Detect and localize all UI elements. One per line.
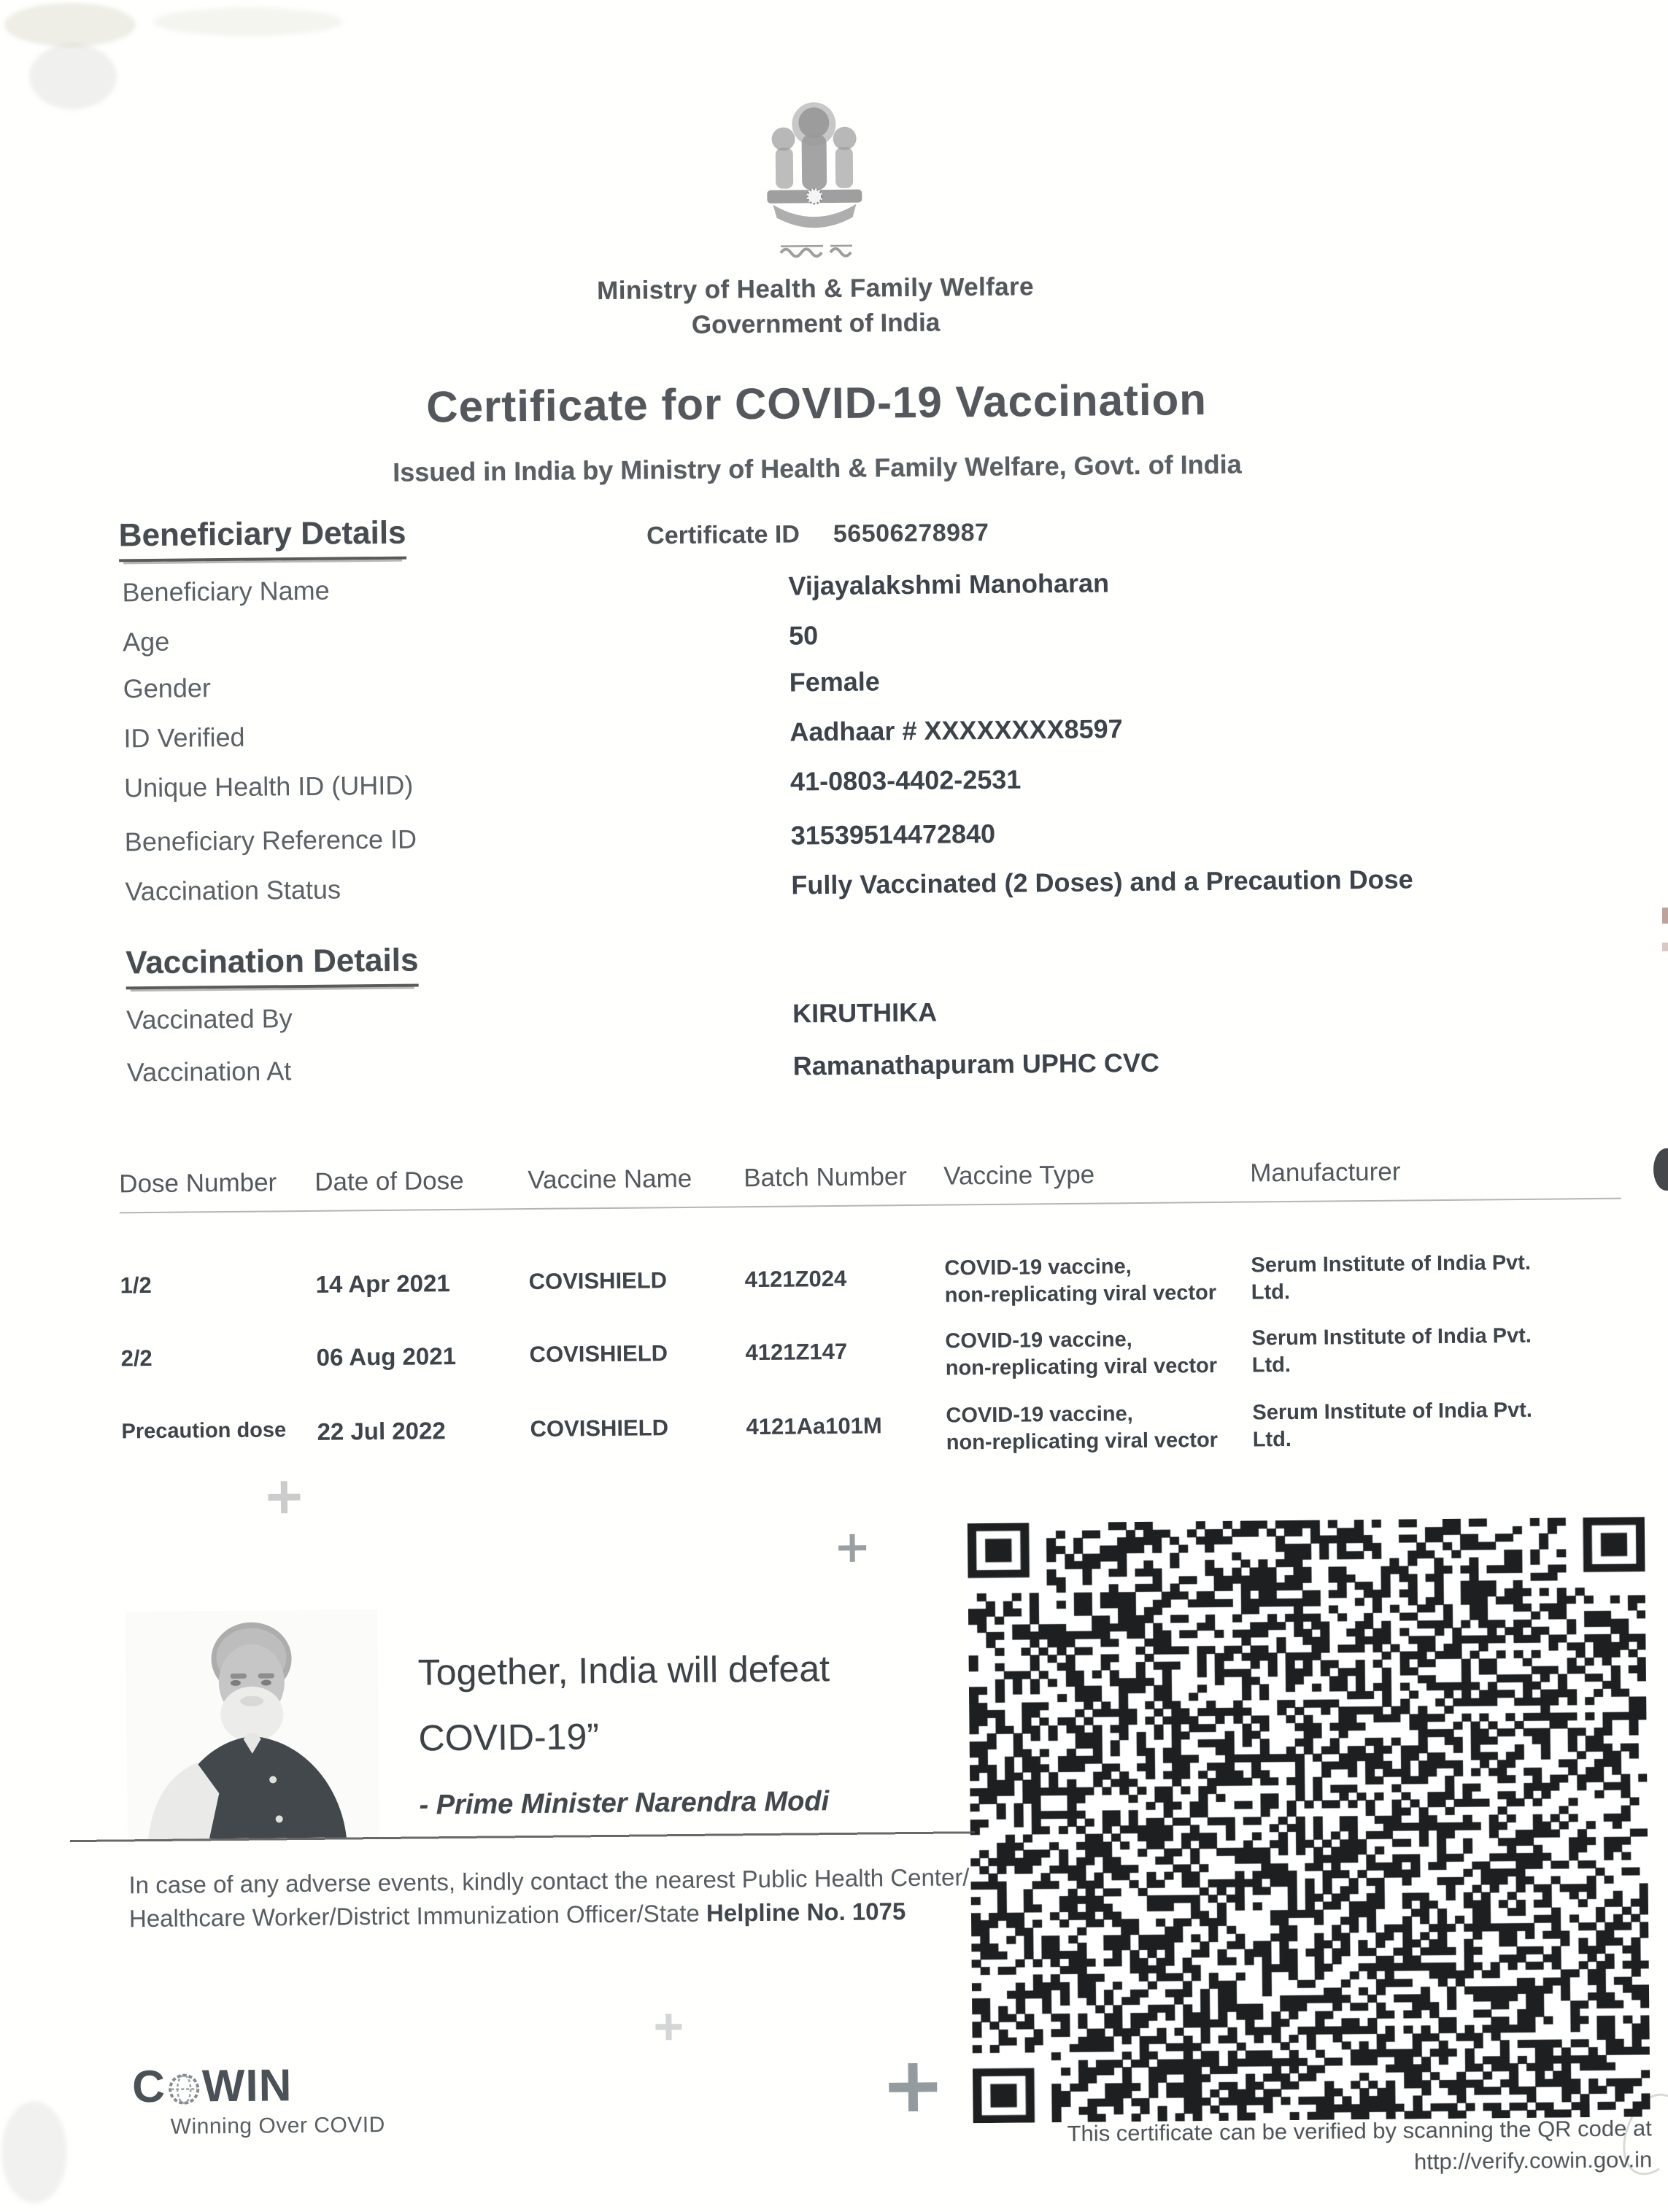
dose-1-type: COVID-19 vaccine, non-replicating viral vector <box>944 1255 1217 1307</box>
col-dose-number: Dose Number <box>119 1168 277 1199</box>
beneficiary-name-row <box>122 563 1567 614</box>
table-header-divider <box>120 1198 1621 1214</box>
id-verified-value: Aadhaar # XXXXXXXX8597 <box>789 714 1123 747</box>
verify-line-1: This certificate can be verified by scanning the QR code at <box>1067 2115 1652 2147</box>
advisory-line-2: Healthcare Worker/District Immunization Officer/State <box>128 1899 707 1933</box>
certificate-id-label: Certificate ID <box>646 520 800 550</box>
dose-row-2 <box>120 1321 1637 1390</box>
uhid-label: Unique Health ID (UHID) <box>123 770 414 803</box>
dose-1-date: 14 Apr 2021 <box>315 1269 450 1298</box>
reference-id-row <box>125 813 1569 863</box>
pm-narendra-modi-photo <box>126 1609 379 1839</box>
vaccination-details-heading: Vaccination Details <box>126 942 419 989</box>
advisory-line-1: In case of any adverse events, kindly contact the nearest Public Health Center/ <box>128 1863 970 1899</box>
dose-2-type: COVID-19 vaccine, non-replicating viral vector <box>945 1328 1218 1380</box>
certificate-title: Certificate for COVID-19 Vaccination <box>425 375 1208 432</box>
ministry-name: Ministry of Health & Family Welfare <box>597 272 1035 306</box>
col-date-of-dose: Date of Dose <box>314 1166 464 1196</box>
adverse-events-advisory <box>128 1860 997 1936</box>
quote-line-1: Together, India will defeat <box>417 1648 830 1693</box>
beneficiary-name-label: Beneficiary Name <box>122 575 330 608</box>
dose-1-number: 1/2 <box>120 1272 152 1299</box>
emblem-motto <box>781 246 852 257</box>
dose-3-number: Precaution dose <box>121 1418 287 1444</box>
dose-1-manufacturer: Serum Institute of India Pvt. Ltd. <box>1251 1250 1532 1304</box>
beneficiary-details-heading: Beneficiary Details <box>119 515 406 562</box>
dose-3-date: 22 Jul 2022 <box>317 1417 446 1445</box>
age-value: 50 <box>788 620 819 651</box>
vaccination-status-value: Fully Vaccinated (2 Doses) and a Precaution Dose <box>791 864 1413 900</box>
registration-plus-mark <box>838 1534 866 1562</box>
dose-2-date: 06 Aug 2021 <box>316 1342 457 1371</box>
india-national-emblem-icon <box>744 85 884 268</box>
dose-1-vaccine: COVISHIELD <box>528 1267 668 1295</box>
age-label: Age <box>122 626 170 657</box>
gender-row <box>123 660 1568 710</box>
dose-row-precaution <box>121 1396 1638 1464</box>
col-batch-number: Batch Number <box>744 1162 908 1193</box>
vaccination-status-row <box>125 862 1569 913</box>
dose-1-batch: 4121Z024 <box>744 1265 847 1293</box>
dose-2-vaccine: COVISHIELD <box>529 1340 668 1368</box>
dose-3-type: COVID-19 vaccine, non-replicating viral vector <box>946 1402 1219 1455</box>
vaccination-at-value: Ramanathapuram UPHC CVC <box>792 1047 1160 1081</box>
cowin-logo-c: C <box>131 2061 166 2113</box>
dose-3-batch: 4121Aa101M <box>746 1412 882 1440</box>
certificate-id-value: 56506278987 <box>833 518 989 548</box>
certificate-header <box>0 0 1640 557</box>
dose-3-manufacturer: Serum Institute of India Pvt. Ltd. <box>1252 1398 1533 1452</box>
dose-2-manufacturer: Serum Institute of India Pvt. Ltd. <box>1251 1323 1532 1377</box>
dose-2-number: 2/2 <box>120 1345 152 1372</box>
government-name: Government of India <box>691 308 941 339</box>
cowin-tagline: Winning Over COVID <box>170 2112 385 2139</box>
reference-id-label: Beneficiary Reference ID <box>124 824 417 857</box>
col-vaccine-name: Vaccine Name <box>528 1164 692 1195</box>
vaccinated-by-row <box>126 991 1571 1041</box>
certificate-subtitle: Issued in India by Ministry of Health & Family Welfare, Govt. of India <box>392 449 1242 487</box>
dose-3-vaccine: COVISHIELD <box>530 1415 669 1442</box>
quote-attribution: - Prime Minister Narendra Modi <box>419 1786 830 1821</box>
quote-line-2: COVID-19” <box>418 1716 600 1759</box>
id-verified-row <box>123 709 1568 759</box>
reference-id-value: 31539514472840 <box>790 818 996 851</box>
registration-plus-mark <box>268 1481 300 1513</box>
dose-2-batch: 4121Z147 <box>745 1338 848 1366</box>
vaccination-status-label: Vaccination Status <box>125 874 341 907</box>
registration-plus-mark <box>655 2014 682 2040</box>
helpline-number: Helpline No. 1075 <box>706 1898 906 1927</box>
gender-label: Gender <box>123 673 212 704</box>
dose-table-header-row <box>119 1155 1635 1199</box>
dose-table <box>119 1155 1638 1490</box>
dose-row-1 <box>120 1248 1637 1317</box>
verify-url: http://verify.cowin.gov.in <box>1413 2146 1653 2175</box>
col-vaccine-type: Vaccine Type <box>943 1160 1095 1191</box>
gender-value: Female <box>789 666 881 697</box>
uhid-row <box>124 759 1569 809</box>
vaccinated-by-label: Vaccinated By <box>126 1003 293 1035</box>
age-row <box>123 613 1567 663</box>
id-verified-label: ID Verified <box>123 722 245 754</box>
cowin-logo-win: WIN <box>201 2060 293 2112</box>
beneficiary-name-value: Vijayalakshmi Manoharan <box>788 568 1110 601</box>
verification-note <box>953 2112 1653 2181</box>
vaccinated-by-value: KIRUTHIKA <box>792 997 938 1029</box>
uhid-value: 41-0803-4402-2531 <box>789 764 1022 797</box>
globe-icon <box>167 2072 201 2105</box>
registration-plus-mark <box>889 2063 938 2112</box>
cowin-logo <box>132 2060 293 2113</box>
col-manufacturer: Manufacturer <box>1250 1157 1401 1188</box>
vaccination-at-label: Vaccination At <box>126 1056 292 1088</box>
vaccination-at-row <box>127 1043 1572 1094</box>
qr-code <box>968 1517 1650 2123</box>
